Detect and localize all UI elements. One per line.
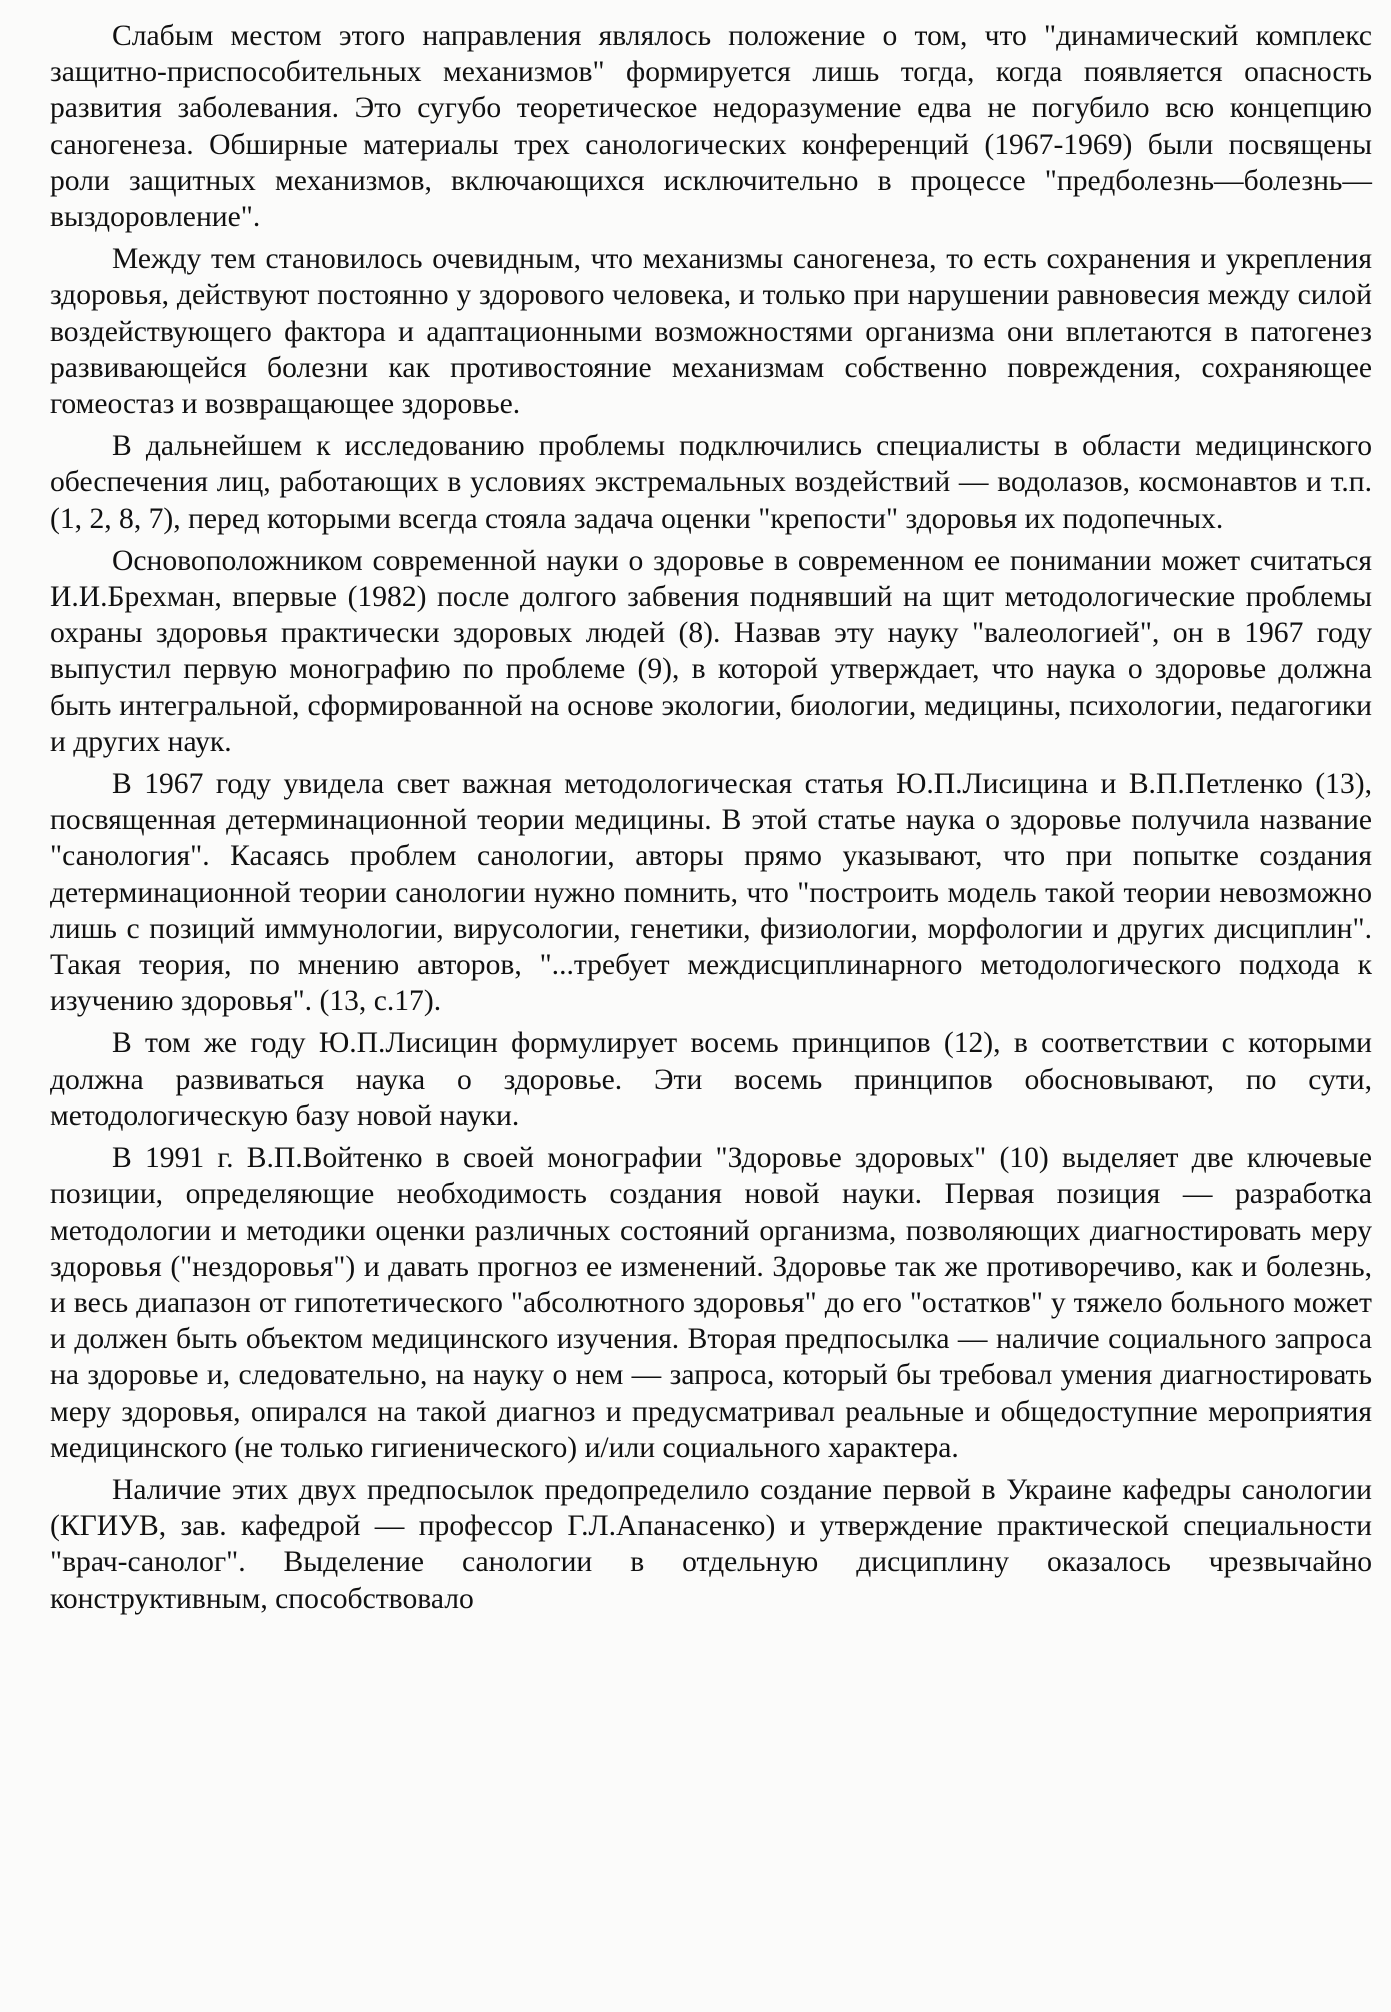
paragraph-2: Между тем становилось очевидным, что механизмы саногенеза, то есть сохранения и укрепления здоровья, действуют постоянно у здорового человека, и только при нарушении равновесия между силой воздействующего фактора и адаптационными возможностями организма они вплетаются в патогенез развивающейся болезни как противостояние механизмам собственно повреждения, сохраняющее гомеостаз и возвращающее здоровье.	[50, 243, 1372, 421]
paragraph-8: Наличие этих двух предпосылок предопределило создание первой в Украине кафедры санологии (КГИУВ, зав. кафедрой — профессор Г.Л.Апанасенко) и утверждение практической специальности "врач-санолог". Выделение санологии в отдельную дисциплину оказалось чрезвычайно конструктивным, способствовало	[50, 1473, 1372, 1615]
paragraph-6: В том же году Ю.П.Лисицин формулирует восемь принципов (12), в соответствии с которыми должна развиваться наука о здоровье. Эти восемь принципов обосновывают, по сути, методологическую базу новой науки.	[50, 1027, 1372, 1132]
paragraph-5: В 1967 году увидела свет важная методологическая статья Ю.П.Лисицина и В.П.Петленко (13), посвященная детерминационной теории медицины. В этой статье наука о здоровье получила название "санология". Касаясь проблем санологии, авторы прямо указывают, что при попытке создания детерминационной теории санологии нужно помнить, что "построить модель такой теории невозможно лишь с позиций иммунологии, вирусологии, генетики, физиологии, морфологии и других дисциплин". Такая теория, по мнению авторов, "...требует междисциплинарного методологического подхода к изучению здоровья". (13, с.17).	[50, 768, 1372, 1018]
body-text	[50, 18, 1372, 1617]
paragraph-1: Слабым местом этого направления являлось положение о том, что "динамический комплекс защитно-приспособительных механизмов" формируется лишь тогда, когда появляется опасность развития заболевания. Это сугубо теоретическое недоразумение едва не погубило всю концепцию саногенеза. Обширные материалы трех санологических конференций (1967-1969) были посвящены роли защитных механизмов, включающихся исключительно в процессе "предболезнь—болезнь—выздоровление".	[50, 20, 1372, 234]
paragraph-4: Основоположником современной науки о здоровье в современном ее понимании может считаться И.И.Брехман, впервые (1982) после долгого забвения поднявший на щит методологические проблемы охраны здоровья практически здоровых людей (8). Назвав эту науку "валеологией", он в 1967 году выпустил первую монографию по проблеме (9), в которой утверждает, что наука о здоровье должна быть интегральной, сформированной на основе экологии, биологии, медицины, психологии, педагогики и других наук.	[50, 544, 1372, 758]
paragraph-3: В дальнейшем к исследованию проблемы подключились специалисты в области медицинского обеспечения лиц, работающих в условиях экстремальных воздействий — водолазов, космонавтов и т.п. (1, 2, 8, 7), перед которыми всегда стояла задача оценки "крепости" здоровья их подопечных.	[50, 430, 1372, 535]
paragraph-7: В 1991 г. В.П.Войтенко в своей монографии "Здоровье здоровых" (10) выделяет две ключевые позиции, определяющие необходимость создания новой науки. Первая позиция — разработка методологии и методики оценки различных состояний организма, позволяющих диагностировать меру здоровья ("нездоровья") и давать прогноз ее изменений. Здоровье так же противоречиво, как и болезнь, и весь диапазон от гипотетического "абсолютного здоровья" до его "остатков" у тяжело больного может и должен быть объектом медицинского изучения. Вторая предпосылка — наличие социального запроса на здоровье и, следовательно, на науку о нем — запроса, который бы требовал умения диагностировать меру здоровья, опирался на такой диагноз и предусматривал реальные и общедоступние мероприятия медицинского (не только гигиенического) и/или социального характера.	[50, 1142, 1372, 1464]
